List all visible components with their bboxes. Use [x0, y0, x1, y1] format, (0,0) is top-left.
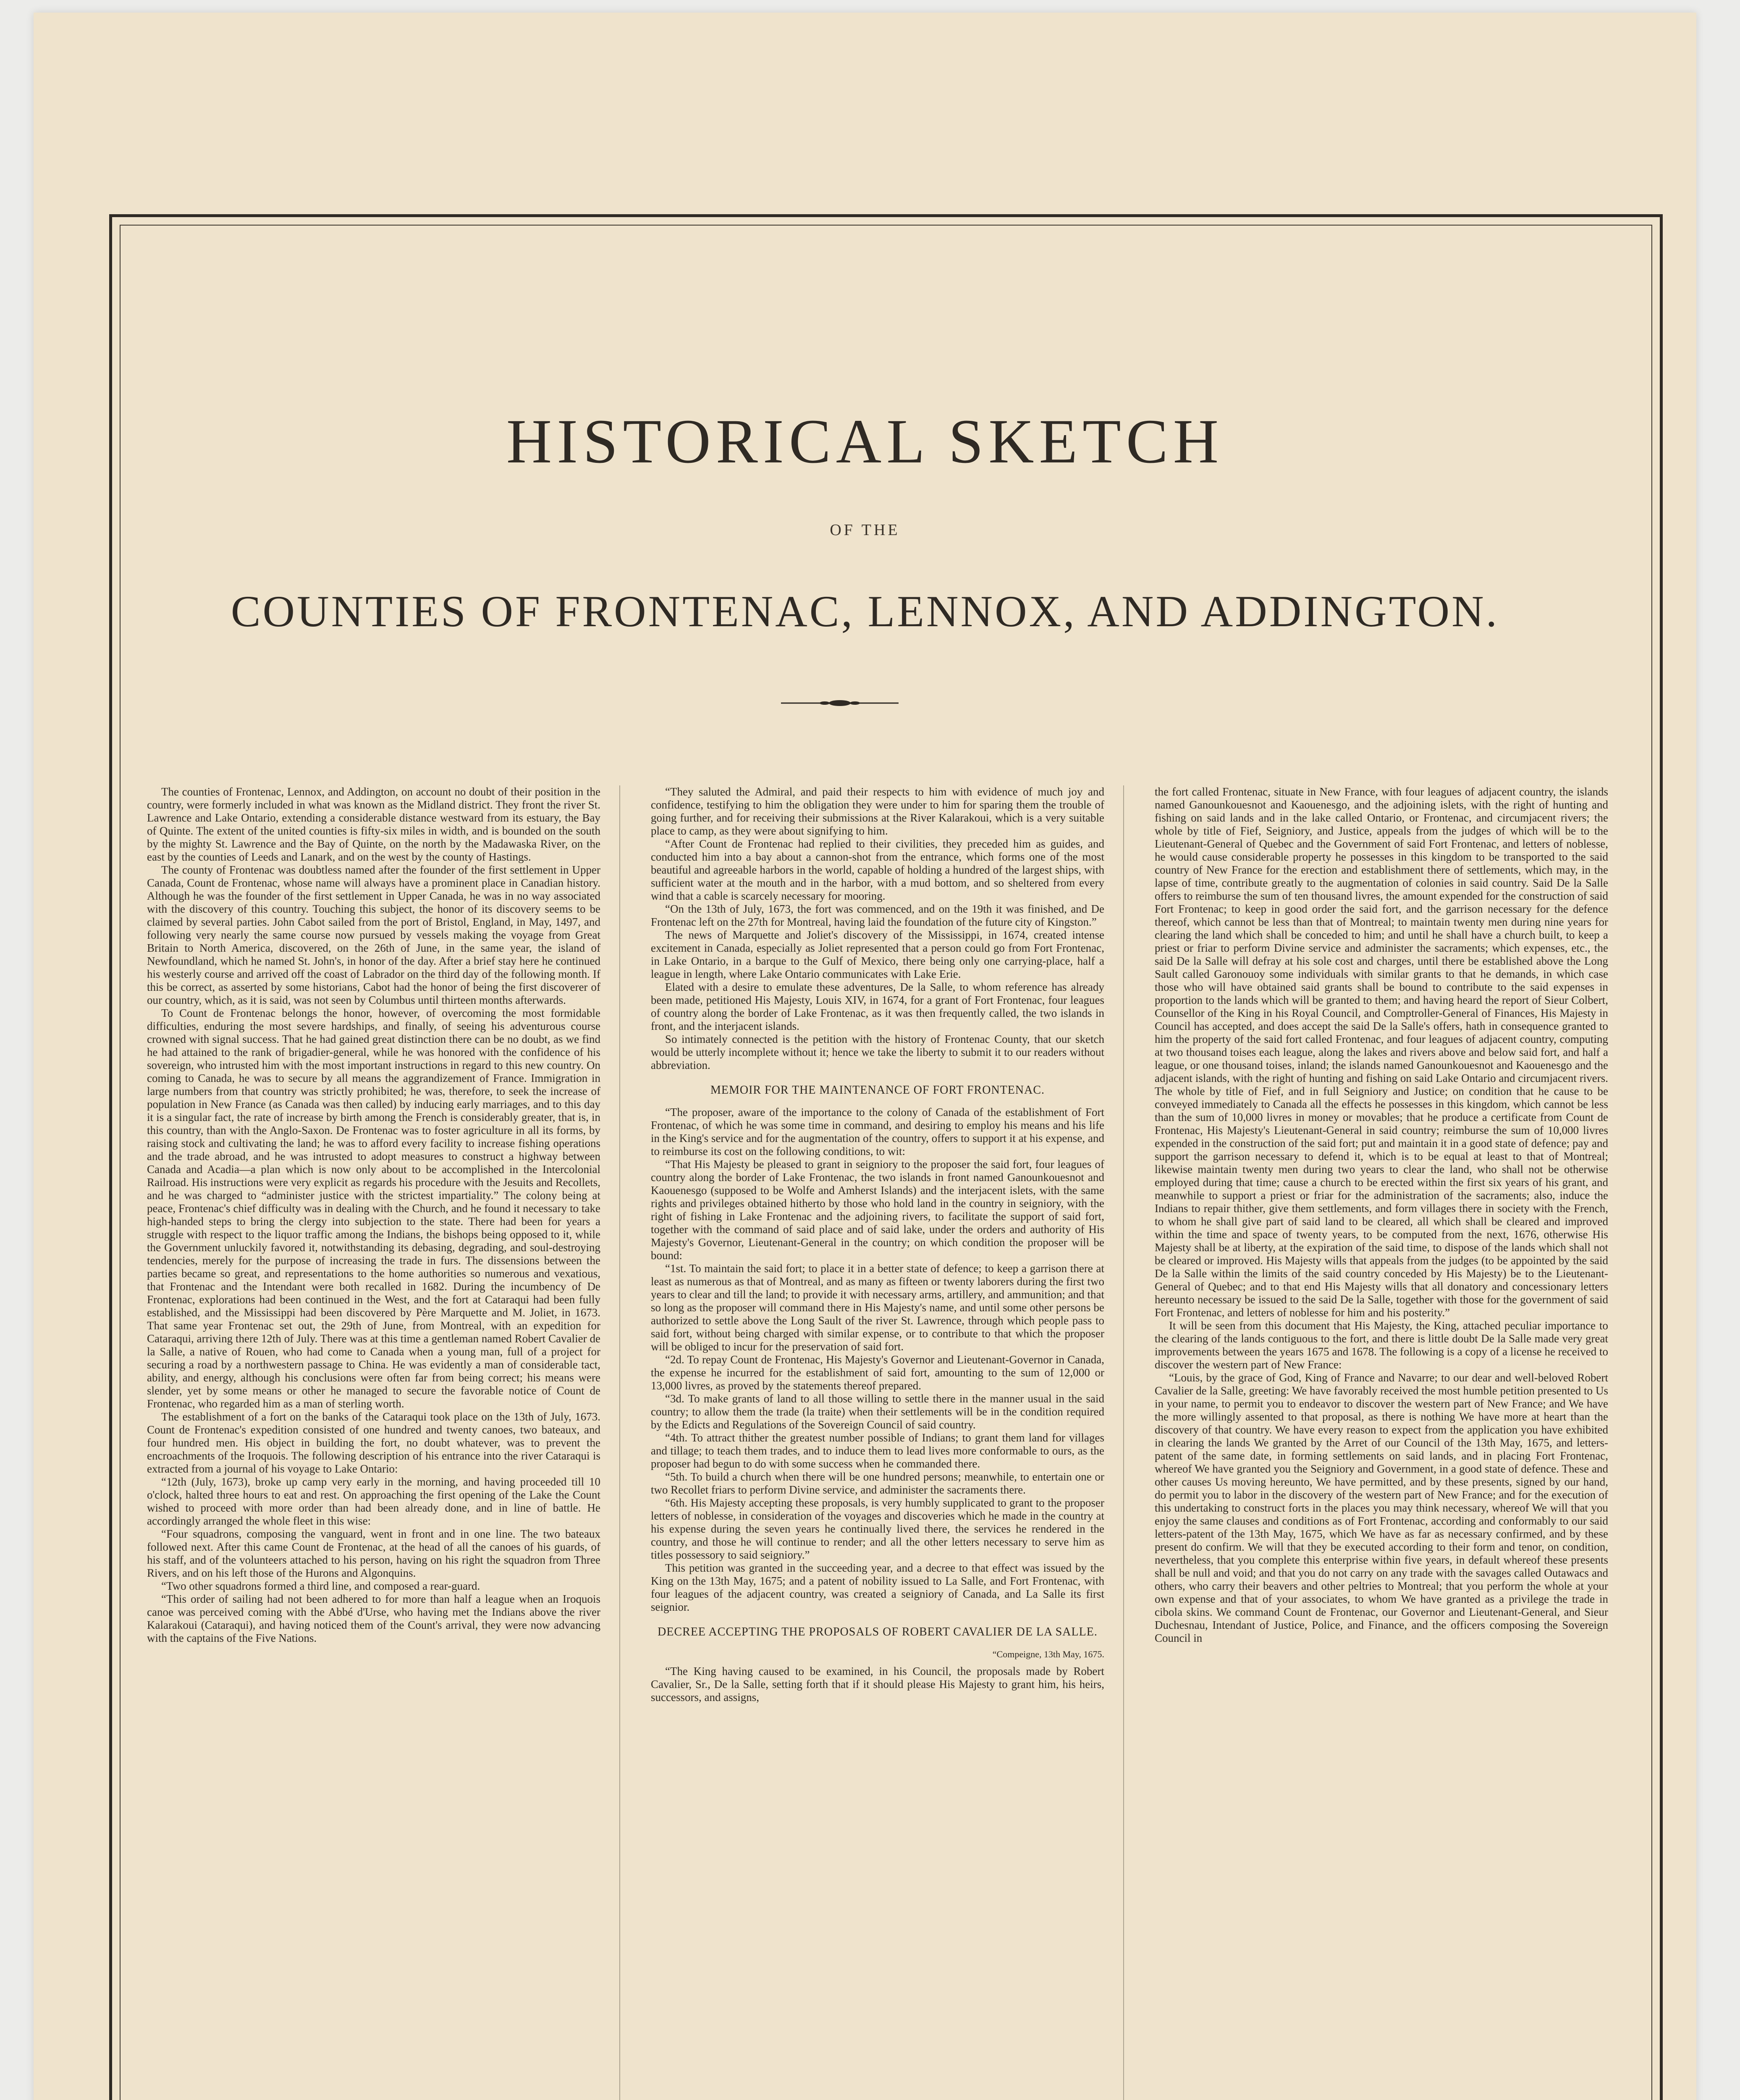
paragraph: “This order of sailing had not been adhered to for more than half a league when an Iroquois canoe was perceived coming with the Abbé d'Urse, who having met the Indians above the river Kalarakoui (Cataraqui), and having noticed them of the Count's arrival, they were now advancing with the captains of the Five Nations.: [147, 1593, 600, 1644]
paragraph: The news of Marquette and Joliet's discovery of the Mississippi, in 1674, created intense excitement in Canada, especially as Joliet represented that a person could go from Fort Frontenac, in Lake Ontario, in a barque to the Gulf of Mexico, there being only one carrying-place, half a league in length, where Lake Ontario communicates with Lake Erie.: [651, 929, 1104, 980]
paragraph: “5th. To build a church when there will be one hundred persons; meanwhile, to entertain one or two Recollet friars to perform Divine service, and administer the sacraments there.: [651, 1470, 1104, 1496]
document-of-the: OF THE: [830, 521, 900, 539]
ornament-divider-icon: [781, 698, 899, 708]
paragraph: “12th (July, 1673), broke up camp very early in the morning, and having proceeded till 10 o'clock, halted three hours to eat and rest. On approaching the first opening of the Lake the Count wished to proceed with more order than had been already done, and in line of battle. He accordingly arranged the whole fleet in this wise:: [147, 1475, 600, 1527]
paragraph: It will be seen from this document that His Majesty, the King, attached peculiar importance to the clearing of the lands contiguous to the fort, and there is little doubt De la Salle made very great improvements between the years 1675 and 1678. The following is a copy of a license he received to discover the western part of New France:: [1155, 1319, 1608, 1371]
paragraph: “They saluted the Admiral, and paid their respects to him with evidence of much joy and confidence, testifying to him the obligation they were under to him for sparing them the trouble of going further, and for receiving their submissions at the River Kalarakoui, which is a very suitable place to camp, as they were about signifying to him.: [651, 785, 1104, 837]
text-column-3: [1155, 785, 1608, 2100]
paragraph: “The proposer, aware of the importance to the colony of Canada of the establishment of Fort Frontenac, of which he was some time in command, and desiring to employ his means and his life in the King's service and for the augmentation of the country, offers to support it at his expense, and to reimburse its cost on the following conditions, to wit:: [651, 1106, 1104, 1158]
paragraph: The counties of Frontenac, Lennox, and Addington, on account no doubt of their position in the country, were formerly included in what was known as the Midland district. They front the river St. Lawrence and Lake Ontario, extending a considerable distance westward from its estuary, the Bay of Quinte. The extent of the united counties is fifty-six miles in width, and is bounded on the south by the mighty St. Lawrence and the Bay of Quinte, on the north by the Madawaska River, on the east by the counties of Leeds and Lanark, and on the west by the county of Hastings.: [147, 785, 600, 863]
text-column-2: [651, 785, 1104, 2100]
paragraph: “2d. To repay Count de Frontenac, His Majesty's Governor and Lieutenant-Governor in Canada, the expense he incurred for the establishment of said fort, amounting to the sum of 12,000 or 13,000 livres, as proved by the statements thereof prepared.: [651, 1353, 1104, 1392]
paragraph: “On the 13th of July, 1673, the fort was commenced, and on the 19th it was finished, and De Frontenac left on the 27th for Montreal, having laid the foundation of the future city of Kingston.”: [651, 903, 1104, 928]
paragraph: “After Count de Frontenac had replied to their civilities, they preceded him as guides, and conducted him into a bay about a cannon-shot from the entrance, which forms one of the most beautiful and agreeable harbors in the world, capable of holding a hundred of the largest ships, with sufficient water at the mouth and in the harbor, with a mud bottom, and so sheltered from every wind that a cable is scarcely necessary for mooring.: [651, 837, 1104, 902]
paragraph: “6th. His Majesty accepting these proposals, is very humbly supplicated to grant to the proposer letters of noblesse, in consideration of the voyages and discoveries which he made in the country at his expense during the seven years he continually lived there, the services he rendered in the country, and those he will continue to render; and all the other letters necessary to serve him as titles possessory to said seigniory.”: [651, 1496, 1104, 1561]
paragraph: To Count de Frontenac belongs the honor, however, of overcoming the most formidable difficulties, enduring the most severe hardships, and finally, of seeing his adventurous course crowned with signal success. That he had gained great distinction there can be no doubt, as we find he had attained to the rank of brigadier-general, while he was honored with the confidence of his sovereign, who intrusted him with the most important instructions in regard to this new country. On coming to Canada, he was to secure by all means the aggrandizement of France. Immigration in large numbers from that country was strictly prohibited; he was, therefore, to seek the increase of population in New France (as Canada was then called) by inducing early marriages, and to this day it is a singular fact, the rate of increase by birth among the French is considerably greater, that is, in this country, than with the Anglo-Saxon. De Frontenac was to foster agriculture in all its forms, by raising stock and cultivating the land; he was to afford every facility to increase fishing operations and the trade abroad, and he was intrusted to adopt measures to construct a highway between Canada and Acadia—a plan which is now only about to be accomplished in the Intercolonial Railroad. His instructions were very explicit as regards his procedure with the Jesuits and Recollets, and he was charged to “administer justice with the strictest impartiality.” The colony being at peace, Frontenac's chief difficulty was in dealing with the Church, and he found it necessary to take high-handed steps to bring the clergy into subjection to the state. There had been for years a struggle with respect to the liquor traffic among the Indians, the bishops being opposed to it, while the Government unluckily favored it, notwithstanding its debasing, degrading, and soul-destroying tendencies, merely for the purpose of increasing the trade in furs. The dissensions between the parties became so great, and representations to the home authorities so numerous and vexatious, that Frontenac and the Intendant were both recalled in 1682. During the incumbency of De Frontenac, explorations had been continued in the West, and the fort at Cataraqui had been fully established, and the Mississippi had been discovered by Père Marquette and M. Joliet, in 1673. That same year Frontenac set out, the 29th of June, from Montreal, with an expedition for Cataraqui, arriving there 12th of July. There was at this time a gentleman named Robert Cavalier de la Salle, a native of Rouen, who had come to Canada when a young man, full of a project for securing a road by a northwestern passage to China. He was evidently a man of considerable tact, ability, and energy, although his conclusions were often far from being correct; his means were slender, yet by some means or other he managed to secure the favorable notice of Count de Frontenac, who regarded him as a man of sterling worth.: [147, 1007, 600, 1410]
paragraph: “That His Majesty be pleased to grant in seigniory to the proposer the said fort, four leagues of country along the border of Lake Frontenac, the two islands in front named Ganounkouesnot and Kaouenesgo (supposed to be Wolfe and Amherst Islands) and the interjacent islets, with the same rights and privileges obtained hitherto by those who hold land in the country in seigniory, with the right of fishing in Lake Frontenac and the adjoining rivers, to facilitate the support of said fort, together with the command of said place and of said lake, under the orders and authority of His Majesty's Governor, Lieutenant-General in the country; on which condition the proposer will be bound:: [651, 1158, 1104, 1262]
paragraph: This petition was granted in the succeeding year, and a decree to that effect was issued by the King on the 13th May, 1675; and a patent of nobility issued to La Salle, and Fort Frontenac, with four leagues of the adjacent country, was created a seigniory of Canada, and La Salle its first seignior.: [651, 1562, 1104, 1613]
paragraph: Elated with a desire to emulate these adventures, De la Salle, to whom reference has already been made, petitioned His Majesty, Louis XIV, in 1674, for a grant of Fort Frontenac, four leagues of country along the border of Lake Frontenac, as it was then frequently called, the two islands in front, and the interjacent islands.: [651, 981, 1104, 1032]
text-column-1: [147, 785, 600, 2100]
decree-heading: DECREE ACCEPTING THE PROPOSALS OF ROBERT CAVALIER DE LA SALLE.: [658, 1625, 1098, 1638]
paragraph: “Two other squadrons formed a third line, and composed a rear-guard.: [161, 1580, 480, 1592]
paragraph: “4th. To attract thither the greatest number possible of Indians; to grant them land for villages and tillage; to teach them trades, and to induce them to lead lives more conformable to ours, as the proposer had begun to do with some success when he commanded there.: [651, 1431, 1104, 1470]
memoir-heading: MEMOIR FOR THE MAINTENANCE OF FORT FRONTENAC.: [710, 1084, 1045, 1097]
page-sheet: [34, 13, 1696, 2100]
paragraph: “Louis, by the grace of God, King of France and Navarre; to our dear and well-beloved Robert Cavalier de la Salle, greeting: We have favorably received the most humble petition presented to Us in your name, to permit you to endeavor to discover the western part of New France; and We have the more willingly assented to that proposal, as there is nothing We have more at heart than the discovery of that country. We have every reason to expect from the application you have exhibited in clearing the lands We granted by the Arret of our Council of the 13th May, 1675, and letters-patent of the same date, in forming settlements on said lands, and in placing Fort Frontenac, whereof We have granted you the Seigniory and Government, in a good state of defence. These and other causes Us moving hereunto, We have permitted, and by these presents, signed by our hand, do permit you to labor in the discovery of the western part of New France; and for the execution of this undertaking to construct forts in the places you may think necessary, whereof We will that you enjoy the same clauses and conditions as of Fort Frontenac, according and conformably to our said letters-patent of the 13th May, 1675, which We have as far as necessary confirmed, and by these present do confirm. We will that they be executed according to their form and tenor, on condition, nevertheless, that you complete this enterprise within five years, in default whereof these presents shall be null and void; and that you do not carry on any trade with the savages called Outawacs and others, who carry their beavers and other peltries to Montreal; that you perform the whole at your own expense and that of your associates, to whom We have granted as a privilege the trade in cibola skins. We command Count de Frontenac, our Governor and Lieutenant-General, and Sieur Duchesnau, Intendant of Justice, Police, and Finance, and the officers composing the Sovereign Council in: [1155, 1371, 1608, 1644]
paragraph: “The King having caused to be examined, in his Council, the proposals made by Robert Cavalier, Sr., De la Salle, setting forth that if it should please His Majesty to grant him, his heirs, successors, and assigns,: [651, 1665, 1104, 1704]
column-divider: [1123, 785, 1124, 2100]
paragraph: So intimately connected is the petition with the history of Frontenac County, that our sketch would be utterly incomplete without it; hence we take the liberty to submit it to our readers without abbreviation.: [651, 1033, 1104, 1071]
column-divider: [619, 785, 620, 2100]
paragraph: The establishment of a fort on the banks of the Cataraqui took place on the 13th of July, 1673. Count de Frontenac's expedition consisted of one hundred and twenty canoes, two bateaux, and four hundred men. His object in building the fort, no doubt whatever, was to prevent the encroachments of the Iroquois. The following description of his entrance into the river Cataraqui is extracted from a journal of his voyage to Lake Ontario:: [147, 1410, 600, 1475]
paragraph: “3d. To make grants of land to all those willing to settle there in the manner usual in the said country; to allow them the trade (la traite) when their settlements will be in the condition required by the Edicts and Regulations of the Sovereign Council of said country.: [651, 1392, 1104, 1431]
paragraph: the fort called Frontenac, situate in New France, with four leagues of adjacent country, the islands named Ganounkouesnot and Kaouenesgo, and the adjoining islets, with the right of hunting and fishing on said lands and in the lake called Ontario, or Frontenac, and circumjacent rivers; the whole by title of Fief, Seigniory, and Justice, appeals from the judges of which will be to the Lieutenant-General of Quebec and the Government of said Fort Frontenac, and letters of noblesse, he would cause considerable property he possesses in this kingdom to be transported to the said country of New France for the erection and establishment there of settlements, which may, in the lapse of time, contribute greatly to the augmentation of colonies in said country. Said De la Salle offers to reimburse the sum of ten thousand livres, the amount expended for the construction of said Fort Frontenac; to keep in good order the said fort, and the garrison necessary for the defence thereof, which cannot be less than that of Montreal; to maintain twenty men during nine years for clearing the land which shall be conceded to him; and until he shall have a church built, to keep a priest or friar to perform Divine service and administer the sacraments; which expenses, etc., the said De la Salle will defray at his sole cost and charges, until there be established above the Long Sault called Garonouoy some individuals with similar grants to that he demands, in which case those who will have obtained said grants shall be bound to contribute to the said expenses in proportion to the lands which will be granted to them; and having heard the report of Sieur Colbert, Counsellor of the King in his Royal Council, and Comptroller-General of Finances, His Majesty in Council has accepted, and does accept the said De la Salle's offers, hath in consequence granted to him the property of the said fort called Frontenac, and four leagues of adjacent country, computing at two thousand toises each league, along the lakes and rivers above and below said fort, and half a league, or one thousand toises, inland; the islands named Ganounkouesnot and Kaouenesgo and the adjacent islands, with the right of hunting and fishing on said Lake Ontario and circumjacent rivers. The whole by title of Fief, and in full Seigniory and Justice; on condition that he cause to be conveyed immediately to Canada all the effects he possesses in this kingdom, which cannot be less than the sum of 10,000 livres in money or movables; that he produce a certificate from Count de Frontenac, His Majesty's Lieutenant-General in said country; reimburse the sum of 10,000 livres expended in the construction of the said fort; put and maintain it in a good state of defence; pay and support the garrison necessary to defend it, which is to be equal at least to that of Montreal; likewise maintain twenty men during two years to clear the land, who shall not be otherwise employed during that time; cause a church to be erected within the first six years of his grant, and meanwhile to support a priest or friar for the administration of the sacraments; also, induce the Indians to repair thither, give them settlements, and form villages there in society with the French, to whom he shall give part of said land to be cleared, all which shall be cleared and improved within the time and space of twenty years, to be computed from the next, 1676, otherwise His Majesty shall be at liberty, at the expiration of the said time, to dispose of the lands which shall not be cleared or improved. His Majesty wills that appeals from the judges (to be appointed by the said De la Salle within the limits of the said country conceded by His Majesty) be to the Lieutenant-General of Quebec; and to that end His Majesty wills that all donatory and concessionary letters hereunto necessary be issued to the said De la Salle, together with those for the government of said Fort Frontenac, and letters of noblesse for him and his posterity.”: [1155, 785, 1608, 1319]
document-subtitle: COUNTIES OF FRONTENAC, LENNOX, AND ADDINGTON.: [231, 587, 1499, 636]
paragraph: “Four squadrons, composing the vanguard, went in front and in one line. The two bateaux followed next. After this came Count de Frontenac, at the head of all the canoes of his guards, of his staff, and of the volunteers attached to his person, having on his right the squadron from Three Rivers, and on his left those of the Hurons and Algonquins.: [147, 1528, 600, 1579]
paragraph: The county of Frontenac was doubtless named after the founder of the first settlement in Upper Canada, Count de Frontenac, whose name will always have a prominent place in Canadian history. Although he was the founder of the first settlement in Upper Canada, he was in no way associated with the discovery of this country. Touching this subject, the honor of its discovery seems to be claimed by several parties. John Cabot sailed from the port of Bristol, England, in May, 1497, and following very nearly the same course now pursued by vessels making the voyage from Great Britain to North America, discovered, on the 26th of June, in the same year, the island of Newfoundland, which he named St. John's, in honor of the day. After a brief stay here he continued his westerly course and arrived off the coast of Labrador on the third day of the following month. If this be correct, as asserted by some historians, Cabot had the honor of being the first discoverer of our country, which, as it is said, was not seen by Columbus until thirteen months afterwards.: [147, 864, 600, 1006]
paragraph: “1st. To maintain the said fort; to place it in a better state of defence; to keep a garrison there at least as numerous as that of Montreal, and as many as fifteen or twenty laborers during the first two years to clear and till the land; to provide it with necessary arms, artillery, and ammunition; and that so long as the proposer will command there in His Majesty's name, and until some other persons be authorized to settle above the Long Sault of the river St. Lawrence, through which people pass to said fort, without being charged with similar expense, or to contribute to that which the proposer will be obliged to incur for the preservation of said fort.: [651, 1262, 1104, 1353]
decree-date: “Compeigne, 13th May, 1675.: [992, 1649, 1104, 1659]
document-title: HISTORICAL SKETCH: [506, 407, 1224, 476]
